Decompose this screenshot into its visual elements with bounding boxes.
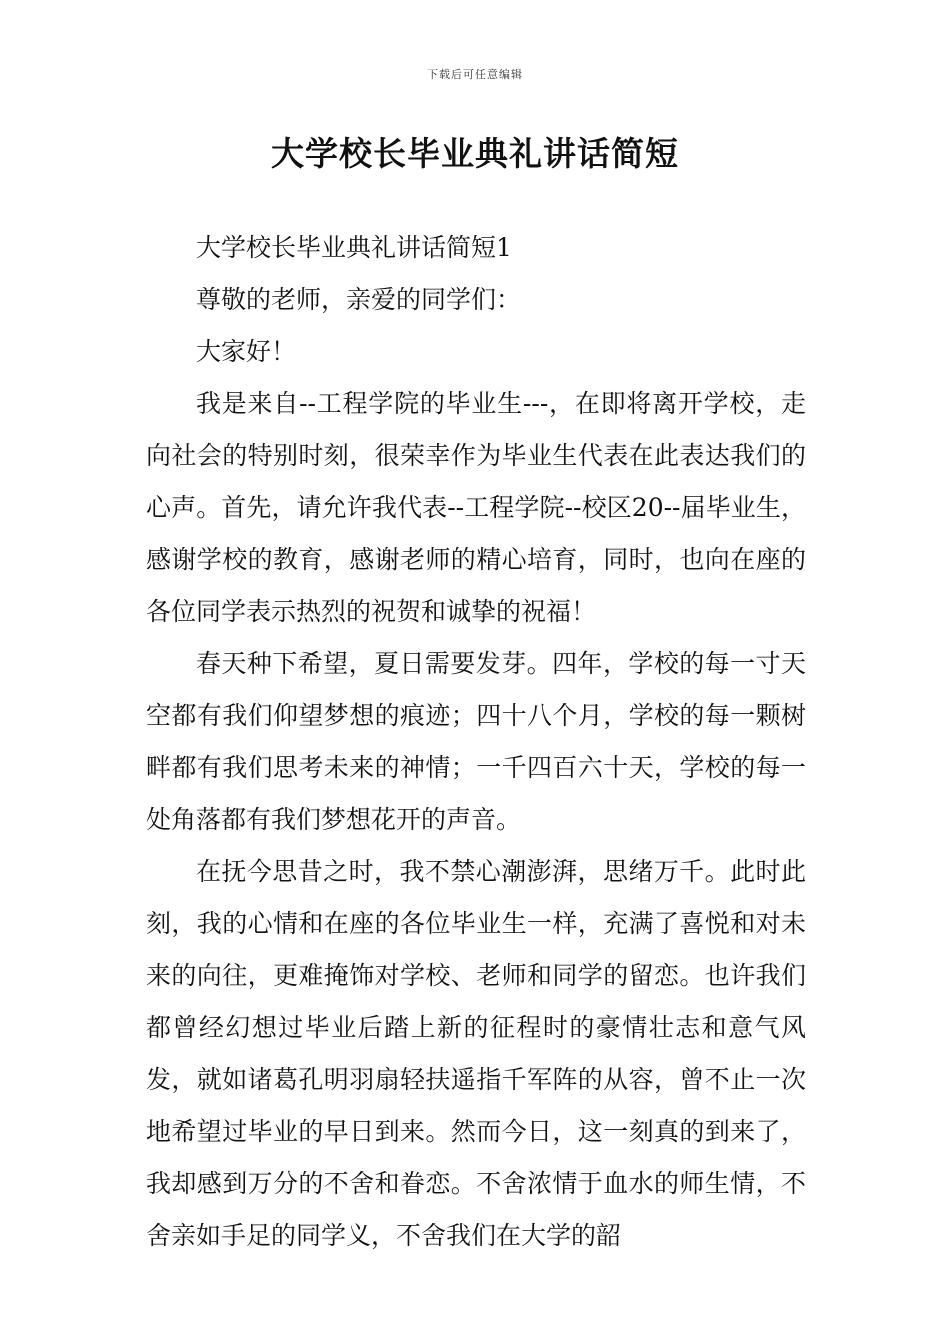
body-paragraph: 我是来自--工程学院的毕业生---，在即将离开学校，走向社会的特别时刻，很荣幸作为毕业生代表在此表达我们的心声。首先，请允许我代表--工程学院--校区20--届毕业生，感谢学校的教育，感谢老师的精心培育，同时，也向在座的各位同学表示热烈的祝贺和诚挚的祝福！ xyxy=(146,389,806,626)
salutation: 尊敬的老师，亲爱的同学们： xyxy=(196,285,522,314)
section-heading: 大学校长毕业典礼讲话简短1 xyxy=(196,233,512,262)
body-paragraph: 在抚今思昔之时，我不禁心潮澎湃，思绪万千。此时此刻，我的心情和在座的各位毕业生一样，充满了喜悦和对未来的向往，更难掩饰对学校、老师和同学的留恋。也许我们都曾经幻想过毕业后踏上新的征程时的豪情壮志和意气风发，就如诸葛孔明羽扇轻扶遥指千军阵的从容，曾不止一次地希望过毕业的早日到来。然而今日，这一刻真的到来了，我却感到万分的不舍和眷恋。不舍浓情于血水的师生情，不舍亲如手足的同学义，不舍我们在大学的韶 xyxy=(146,857,806,1250)
body-paragraph: 春天种下希望，夏日需要发芽。四年，学校的每一寸天空都有我们仰望梦想的痕迹；四十八个月，学校的每一颗树畔都有我们思考未来的神情；一千四百六十天，学校的每一处角落都有我们梦想花开的声音。 xyxy=(146,649,806,834)
greeting: 大家好！ xyxy=(196,337,297,366)
document-body xyxy=(146,222,806,1262)
header-note: 下载后可任意编辑 xyxy=(427,68,523,81)
document-title: 大学校长毕业典礼讲话简短 xyxy=(271,134,679,173)
